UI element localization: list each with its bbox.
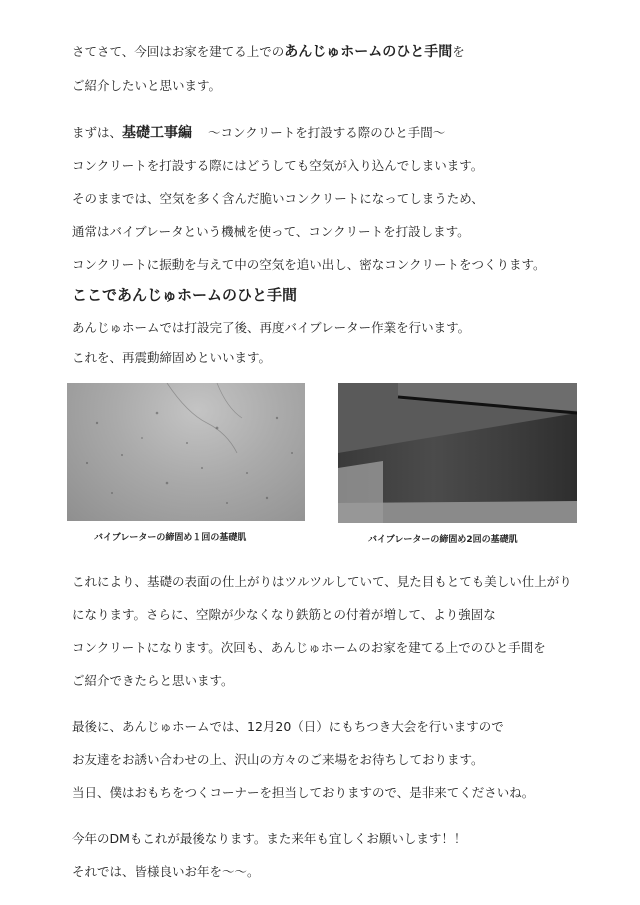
section2-heading: ここであんじゅホームのひと手間	[72, 286, 298, 304]
section1-line: そのままでは、空気を多く含んだ脆いコンクリートになってしまうため、	[72, 191, 484, 206]
intro-text: さてさて、今回はお家を建てる上での	[72, 44, 285, 59]
intro-line-1	[72, 44, 465, 60]
event-line: 最後に、あんじゅホームでは、12月20（日）にもちつき大会を行いますので	[72, 719, 504, 734]
section1-heading	[72, 125, 445, 141]
section1-line: コンクリートを打設する際にはどうしても空気が入り込んでしまいます。	[72, 158, 484, 173]
section2-line: あんじゅホームでは打設完了後、再度バイブレーター作業を行います。	[72, 320, 471, 335]
section1-heading-title: 基礎工事編	[122, 125, 193, 141]
body-line: これにより、基礎の表面の仕上がりはツルツルしていて、見た目もとても美しい仕上がり	[72, 574, 572, 589]
body-line: になります。さらに、空隙が少なくなり鉄筋との付着が増して、より強固な	[72, 607, 496, 622]
concrete-texture	[67, 383, 305, 521]
company-name-emphasis: あんじゅホームのひと手間	[284, 44, 453, 60]
section1-line: コンクリートに振動を与えて中の空気を追い出し、密なコンクリートをつくります。	[72, 257, 546, 272]
section1-heading-sub: 〜コンクリートを打設する際のひと手間〜	[208, 125, 446, 140]
intro-text-end: を	[452, 44, 465, 59]
event-line: お友達をお誘い合わせの上、沢山の方々のご来場をお待ちしております。	[72, 752, 484, 767]
section1-line: 通常はバイブレータという機械を使って、コンクリートを打設します。	[72, 224, 470, 239]
concrete-photo-twice	[338, 383, 577, 523]
section1-heading-prefix: まずは、	[72, 125, 123, 140]
body-line: コンクリートになります。次回も、あんじゅホームのお家を建てる上でのひと手間を	[72, 640, 546, 655]
foundation-wall-shape	[338, 383, 577, 523]
body-line: ご紹介できたらと思います。	[72, 673, 234, 688]
intro-line-2: ご紹介したいと思います。	[72, 78, 222, 93]
concrete-photo-once	[67, 383, 305, 521]
section2-line: これを、再震動締固めといいます。	[72, 350, 272, 365]
photo-caption-once: バイブレーターの締固め１回の基礎肌	[94, 533, 247, 543]
closing-line: 今年のDMもこれが最後なります。また来年も宜しくお願いします！！	[72, 831, 467, 846]
closing-line: それでは、皆様良いお年を〜〜。	[72, 864, 260, 879]
photo-caption-twice: バイブレーターの締固め2回の基礎肌	[368, 535, 518, 545]
event-line: 当日、僕はおもちをつくコーナーを担当しておりますので、是非来てくださいね。	[72, 785, 535, 800]
